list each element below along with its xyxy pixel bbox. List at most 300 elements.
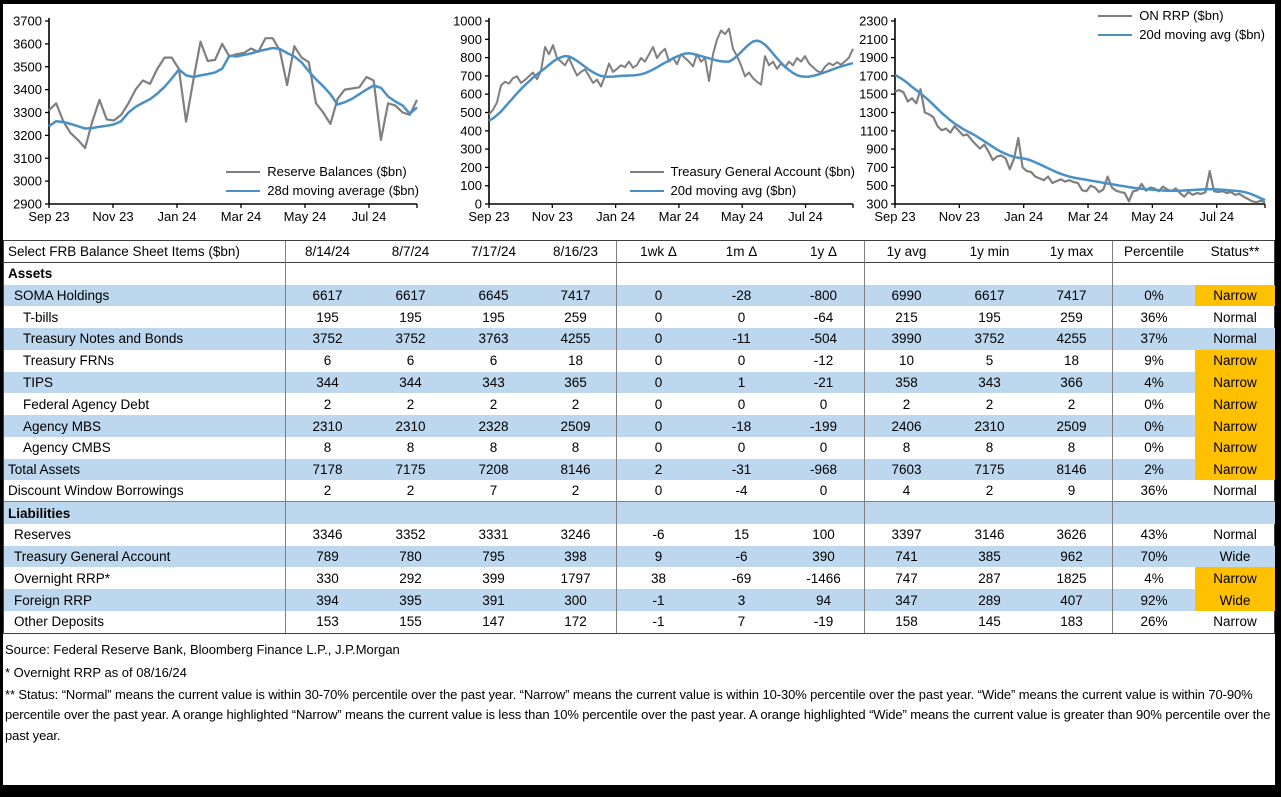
- percentile-cell: 2%: [1113, 459, 1195, 481]
- value-cell: 100: [783, 524, 865, 546]
- value-cell: -21: [783, 372, 865, 394]
- table-cell: [1195, 502, 1275, 524]
- status-cell: Narrow: [1195, 393, 1275, 415]
- legend-label: 28d moving average ($bn): [267, 183, 419, 198]
- value-cell: 2: [323, 396, 332, 412]
- column-header: 1m Δ: [700, 241, 783, 263]
- value-cell: 1825: [1031, 567, 1113, 589]
- percentile-cell: 0%: [1144, 440, 1164, 456]
- svg-text:1900: 1900: [859, 50, 888, 66]
- value-cell: 2: [1031, 393, 1113, 415]
- column-header: 8/14/24: [286, 241, 369, 263]
- svg-text:0: 0: [474, 196, 482, 212]
- value-cell: -1: [652, 614, 665, 630]
- value-cell: 3626: [1031, 524, 1113, 546]
- svg-text:3100: 3100: [13, 150, 42, 166]
- value-cell: 2: [406, 396, 415, 412]
- svg-text:Sep 23: Sep 23: [874, 209, 916, 224]
- value-cell: 407: [1031, 589, 1113, 611]
- svg-text:3000: 3000: [13, 173, 42, 189]
- value-cell: 347: [865, 589, 948, 611]
- value-cell: -1: [617, 589, 700, 611]
- legend-item: [630, 182, 856, 199]
- value-cell: 3752: [369, 328, 452, 350]
- column-header: 1y min: [948, 241, 1031, 263]
- value-cell: 8: [406, 440, 415, 456]
- svg-text:500: 500: [460, 105, 482, 120]
- svg-text:Jan 24: Jan 24: [596, 209, 636, 224]
- value-cell: 0: [617, 415, 700, 437]
- chart-treasury-general-account: [451, 8, 861, 234]
- svg-text:1000: 1000: [453, 13, 482, 29]
- status-cell: Narrow: [1195, 437, 1275, 459]
- legend-label: Treasury General Account ($bn): [670, 164, 855, 179]
- value-cell: 18: [1031, 350, 1113, 372]
- legend-line-swatch: [226, 190, 260, 192]
- svg-text:200: 200: [460, 159, 482, 175]
- value-cell: 9: [617, 546, 700, 568]
- table-cell: [948, 263, 1031, 285]
- value-cell: 3763: [452, 328, 535, 350]
- value-cell: 7: [737, 614, 746, 630]
- table-cell: [1113, 263, 1195, 285]
- value-cell: 7417: [1031, 285, 1113, 307]
- value-cell: 7603: [865, 459, 948, 481]
- svg-text:Nov 23: Nov 23: [938, 209, 980, 224]
- value-cell: 15: [733, 527, 750, 543]
- value-cell: 2: [617, 459, 700, 481]
- svg-text:Nov 23: Nov 23: [531, 209, 573, 224]
- value-cell: 795: [452, 546, 535, 568]
- svg-text:1500: 1500: [859, 86, 888, 102]
- value-cell: 3246: [535, 524, 617, 546]
- value-cell: 8: [902, 440, 911, 456]
- value-cell: 398: [535, 546, 617, 568]
- value-cell: 289: [948, 589, 1031, 611]
- svg-text:900: 900: [866, 141, 888, 157]
- value-cell: 195: [978, 309, 1001, 325]
- value-cell: 18: [535, 350, 617, 372]
- svg-text:May 24: May 24: [720, 209, 764, 224]
- svg-text:Jul 24: Jul 24: [788, 209, 823, 224]
- charts-row: [3, 4, 1275, 240]
- percentile-cell: 4%: [1113, 372, 1195, 394]
- value-cell: 0: [654, 353, 663, 369]
- value-cell: -968: [783, 459, 865, 481]
- value-cell: 7: [452, 480, 535, 502]
- value-cell: 158: [895, 614, 918, 630]
- value-cell: 1797: [535, 567, 617, 589]
- value-cell: 344: [286, 372, 369, 394]
- table-cell: [286, 263, 369, 285]
- value-cell: 2509: [535, 415, 617, 437]
- status-footnote: ** Status: “Normal” means the current value is within 30-70% percentile over the past year. “Narrow” means the current value is within 10-30% percentile over the past year. “Wide” means the current value is within 70-90% percentile over the past year. A orange highlighted “Narrow” means the current value is less than 10% percentile over the past year. A orange highlighted “Wide” means the current value is greater than 90% percentile over the past year.: [5, 686, 1271, 743]
- value-cell: 6645: [452, 285, 535, 307]
- value-cell: 195: [316, 309, 339, 325]
- rrp-footnote: * Overnight RRP as of 08/16/24: [5, 664, 187, 680]
- value-cell: 3752: [948, 328, 1031, 350]
- value-cell: 6990: [865, 285, 948, 307]
- table-cell: [700, 263, 783, 285]
- svg-text:300: 300: [866, 196, 888, 212]
- column-header: 1y max: [1031, 241, 1113, 263]
- svg-text:3700: 3700: [13, 13, 42, 29]
- percentile-cell: 43%: [1140, 527, 1168, 543]
- value-cell: -64: [783, 306, 865, 328]
- value-cell: 2: [489, 396, 498, 412]
- svg-text:300: 300: [460, 141, 482, 157]
- legend-line-swatch: [630, 190, 664, 192]
- svg-text:3500: 3500: [13, 59, 42, 75]
- svg-text:100: 100: [460, 178, 482, 194]
- value-cell: 300: [535, 589, 617, 611]
- legend-line-swatch: [1098, 15, 1132, 17]
- value-cell: 0: [737, 353, 746, 369]
- value-cell: 38: [650, 570, 667, 586]
- svg-text:1700: 1700: [859, 68, 888, 84]
- status-cell: Normal: [1195, 328, 1275, 350]
- value-cell: 2310: [369, 415, 452, 437]
- legend-item: [1098, 26, 1265, 43]
- svg-text:Sep 23: Sep 23: [28, 209, 70, 224]
- value-cell: 8: [489, 440, 498, 456]
- svg-text:1300: 1300: [859, 105, 888, 120]
- value-cell: 1: [700, 372, 783, 394]
- row-label: Treasury Notes and Bonds: [4, 328, 286, 350]
- status-cell: Normal: [1213, 527, 1257, 543]
- table-title: Select FRB Balance Sheet Items ($bn): [4, 241, 286, 263]
- value-cell: 4255: [1031, 328, 1113, 350]
- value-cell: 789: [286, 546, 369, 568]
- value-cell: 94: [783, 589, 865, 611]
- value-cell: 395: [369, 589, 452, 611]
- value-cell: 343: [452, 372, 535, 394]
- value-cell: 215: [895, 309, 918, 325]
- percentile-cell: 0%: [1113, 285, 1195, 307]
- percentile-cell: 92%: [1113, 589, 1195, 611]
- svg-text:Jan 24: Jan 24: [1004, 209, 1044, 224]
- table-cell: [1113, 502, 1195, 524]
- value-cell: 0: [654, 309, 663, 325]
- value-cell: 0: [654, 396, 663, 412]
- value-cell: 2406: [865, 415, 948, 437]
- value-cell: 4: [865, 480, 948, 502]
- value-cell: -69: [731, 570, 752, 586]
- value-cell: 8: [985, 440, 994, 456]
- row-label: Agency CMBS: [4, 437, 286, 459]
- table-cell: [948, 502, 1031, 524]
- value-cell: -28: [700, 285, 783, 307]
- percentile-cell: 9%: [1144, 353, 1164, 369]
- table-cell: [452, 263, 535, 285]
- value-cell: 2310: [948, 415, 1031, 437]
- legend-item: [1098, 7, 1265, 24]
- value-cell: -31: [700, 459, 783, 481]
- value-cell: 195: [482, 309, 505, 325]
- legend-item: [226, 163, 419, 180]
- value-cell: 6: [323, 353, 332, 369]
- svg-text:Mar 24: Mar 24: [220, 209, 262, 224]
- value-cell: 8: [323, 440, 332, 456]
- value-cell: 399: [482, 570, 505, 586]
- svg-text:Jul 24: Jul 24: [351, 209, 387, 224]
- table-cell: [617, 502, 700, 524]
- status-cell: Wide: [1195, 546, 1275, 568]
- value-cell: 2: [985, 396, 994, 412]
- percentile-cell: 0%: [1144, 396, 1164, 412]
- table-cell: [535, 263, 617, 285]
- value-cell: 259: [535, 306, 617, 328]
- report-body: [3, 4, 1275, 785]
- percentile-cell: 0%: [1113, 415, 1195, 437]
- value-cell: 10: [898, 353, 915, 369]
- table-cell: [369, 263, 452, 285]
- row-label: Treasury General Account: [4, 546, 286, 568]
- table-cell: [783, 502, 865, 524]
- table-cell: [700, 502, 783, 524]
- value-cell: -6: [700, 546, 783, 568]
- svg-text:Nov 23: Nov 23: [92, 209, 134, 224]
- svg-text:500: 500: [866, 178, 888, 194]
- row-label: Total Assets: [4, 459, 286, 481]
- value-cell: 7175: [948, 459, 1031, 481]
- row-label: T-bills: [4, 306, 286, 328]
- svg-text:May 24: May 24: [1131, 209, 1174, 224]
- table-cell: [535, 502, 617, 524]
- value-cell: -4: [700, 480, 783, 502]
- value-cell: 394: [286, 589, 369, 611]
- value-cell: 3752: [286, 328, 369, 350]
- value-cell: 183: [1031, 611, 1113, 633]
- value-cell: 0: [617, 328, 700, 350]
- chart-legend: [628, 162, 858, 200]
- row-label: Federal Agency Debt: [4, 393, 286, 415]
- value-cell: 6617: [369, 285, 452, 307]
- value-cell: 366: [1031, 372, 1113, 394]
- table-cell: [865, 263, 948, 285]
- value-cell: 292: [399, 570, 422, 586]
- value-cell: -12: [783, 350, 865, 372]
- value-cell: 391: [452, 589, 535, 611]
- value-cell: 780: [369, 546, 452, 568]
- status-cell: Normal: [1213, 309, 1257, 325]
- value-cell: 330: [316, 570, 339, 586]
- value-cell: 0: [617, 372, 700, 394]
- svg-text:2900: 2900: [13, 196, 42, 212]
- row-label: Agency MBS: [4, 415, 286, 437]
- column-header: 1y Δ: [783, 241, 865, 263]
- value-cell: 6: [489, 353, 498, 369]
- row-label: Reserves: [4, 524, 286, 546]
- value-cell: 2: [948, 480, 1031, 502]
- legend-label: ON RRP ($bn): [1139, 8, 1224, 23]
- value-cell: 6617: [948, 285, 1031, 307]
- chart-on-rrp: [855, 8, 1273, 234]
- chart-legend: [1096, 6, 1267, 44]
- value-cell: 0: [654, 440, 663, 456]
- value-cell: 145: [978, 614, 1001, 630]
- row-label: Treasury FRNs: [4, 350, 286, 372]
- status-cell: Narrow: [1195, 567, 1275, 589]
- svg-text:700: 700: [460, 68, 482, 84]
- value-cell: 7417: [535, 285, 617, 307]
- value-cell: 3: [700, 589, 783, 611]
- svg-text:3600: 3600: [13, 36, 42, 52]
- table-cell: [1031, 263, 1113, 285]
- table-cell: [617, 263, 700, 285]
- value-cell: 358: [865, 372, 948, 394]
- value-cell: 155: [399, 614, 422, 630]
- value-cell: 385: [948, 546, 1031, 568]
- value-cell: 0: [783, 393, 865, 415]
- value-cell: 153: [316, 614, 339, 630]
- status-cell: Wide: [1195, 589, 1275, 611]
- value-cell: 2328: [452, 415, 535, 437]
- value-cell: -18: [700, 415, 783, 437]
- value-cell: 0: [737, 396, 746, 412]
- value-cell: 195: [399, 309, 422, 325]
- status-cell: Narrow: [1195, 415, 1275, 437]
- value-cell: 344: [369, 372, 452, 394]
- value-cell: 8: [1031, 437, 1113, 459]
- legend-line-swatch: [630, 171, 664, 173]
- value-cell: 741: [865, 546, 948, 568]
- status-cell: Narrow: [1195, 285, 1275, 307]
- value-cell: 7208: [452, 459, 535, 481]
- value-cell: 287: [978, 570, 1001, 586]
- table-cell: [1195, 263, 1275, 285]
- value-cell: 7178: [286, 459, 369, 481]
- legend-item: [226, 182, 419, 199]
- value-cell: 2: [535, 393, 617, 415]
- value-cell: 7175: [369, 459, 452, 481]
- svg-text:Jul 24: Jul 24: [1199, 209, 1235, 224]
- value-cell: 3397: [891, 527, 922, 543]
- column-header: 7/17/24: [452, 241, 535, 263]
- value-cell: 747: [895, 570, 918, 586]
- svg-text:Mar 24: Mar 24: [658, 209, 700, 224]
- svg-text:800: 800: [460, 50, 482, 66]
- value-cell: 0: [783, 480, 865, 502]
- value-cell: 3146: [974, 527, 1005, 543]
- table-cell: [369, 502, 452, 524]
- value-cell: -800: [783, 285, 865, 307]
- value-cell: 390: [783, 546, 865, 568]
- value-cell: 172: [535, 611, 617, 633]
- value-cell: 2: [286, 480, 369, 502]
- value-cell: 2310: [286, 415, 369, 437]
- legend-line-swatch: [226, 171, 260, 173]
- column-header: Percentile: [1113, 241, 1195, 263]
- section-header: Assets: [4, 263, 286, 285]
- svg-text:Sep 23: Sep 23: [468, 209, 510, 224]
- column-header: 1wk Δ: [617, 241, 700, 263]
- balance-sheet-table: [3, 240, 1275, 634]
- status-cell: Narrow: [1195, 459, 1275, 481]
- value-cell: 0: [617, 285, 700, 307]
- row-label: TIPS: [4, 372, 286, 394]
- percentile-cell: 70%: [1113, 546, 1195, 568]
- value-cell: 8146: [535, 459, 617, 481]
- value-cell: 6: [406, 353, 415, 369]
- legend-item: [630, 163, 856, 180]
- table-cell: [865, 502, 948, 524]
- svg-text:3400: 3400: [13, 82, 42, 98]
- value-cell: 962: [1031, 546, 1113, 568]
- table-cell: [783, 263, 865, 285]
- value-cell: -504: [783, 328, 865, 350]
- value-cell: 3331: [478, 527, 509, 543]
- svg-text:Jan 24: Jan 24: [157, 209, 197, 224]
- legend-label: Reserve Balances ($bn): [267, 164, 407, 179]
- value-cell: 4255: [535, 328, 617, 350]
- status-cell: Narrow: [1195, 372, 1275, 394]
- column-header: 8/7/24: [369, 241, 452, 263]
- value-cell: 3346: [312, 527, 343, 543]
- legend-label: 20d moving avg ($bn): [670, 183, 797, 198]
- percentile-cell: 4%: [1144, 570, 1164, 586]
- percentile-cell: 36%: [1113, 480, 1195, 502]
- table-cell: [286, 502, 369, 524]
- value-cell: 0: [617, 480, 700, 502]
- chart-canvas: [7, 8, 425, 234]
- value-cell: 2: [369, 480, 452, 502]
- table-cell: [1031, 502, 1113, 524]
- value-cell: 2509: [1031, 415, 1113, 437]
- value-cell: 3352: [395, 527, 426, 543]
- value-cell: 9: [1031, 480, 1113, 502]
- value-cell: 343: [948, 372, 1031, 394]
- status-cell: Narrow: [1213, 614, 1257, 630]
- value-cell: 147: [482, 614, 505, 630]
- value-cell: -1466: [783, 567, 865, 589]
- source-note: Source: Federal Reserve Bank, Bloomberg Finance L.P., J.P.Morgan: [5, 641, 400, 657]
- legend-label: 20d moving avg ($bn): [1139, 27, 1265, 42]
- value-cell: 8146: [1031, 459, 1113, 481]
- value-cell: 2: [902, 396, 911, 412]
- value-cell: 0: [737, 309, 746, 325]
- value-cell: -6: [652, 527, 665, 543]
- value-cell: 6617: [286, 285, 369, 307]
- value-cell: 365: [535, 372, 617, 394]
- footer: [3, 634, 1275, 747]
- row-label: Other Deposits: [4, 611, 286, 633]
- svg-text:2300: 2300: [859, 13, 888, 29]
- value-cell: 0: [783, 437, 865, 459]
- value-cell: 0: [737, 440, 746, 456]
- percentile-cell: 36%: [1140, 309, 1168, 325]
- section-header: Liabilities: [4, 502, 286, 524]
- svg-text:2100: 2100: [859, 31, 888, 47]
- value-cell: -199: [783, 415, 865, 437]
- svg-text:3300: 3300: [13, 105, 42, 120]
- svg-text:May 24: May 24: [283, 209, 327, 224]
- value-cell: 5: [985, 353, 994, 369]
- svg-text:Mar 24: Mar 24: [1067, 209, 1109, 224]
- svg-text:600: 600: [460, 86, 482, 102]
- percentile-cell: 37%: [1113, 328, 1195, 350]
- row-label: Overnight RRP*: [4, 567, 286, 589]
- value-cell: -19: [783, 611, 865, 633]
- row-label: Foreign RRP: [4, 589, 286, 611]
- value-cell: -11: [700, 328, 783, 350]
- status-cell: Normal: [1195, 480, 1275, 502]
- svg-text:3200: 3200: [13, 127, 42, 143]
- row-label: Discount Window Borrowings: [4, 480, 286, 502]
- column-header: 1y avg: [865, 241, 948, 263]
- chart-legend: [224, 162, 421, 200]
- column-header: 8/16/23: [535, 241, 617, 263]
